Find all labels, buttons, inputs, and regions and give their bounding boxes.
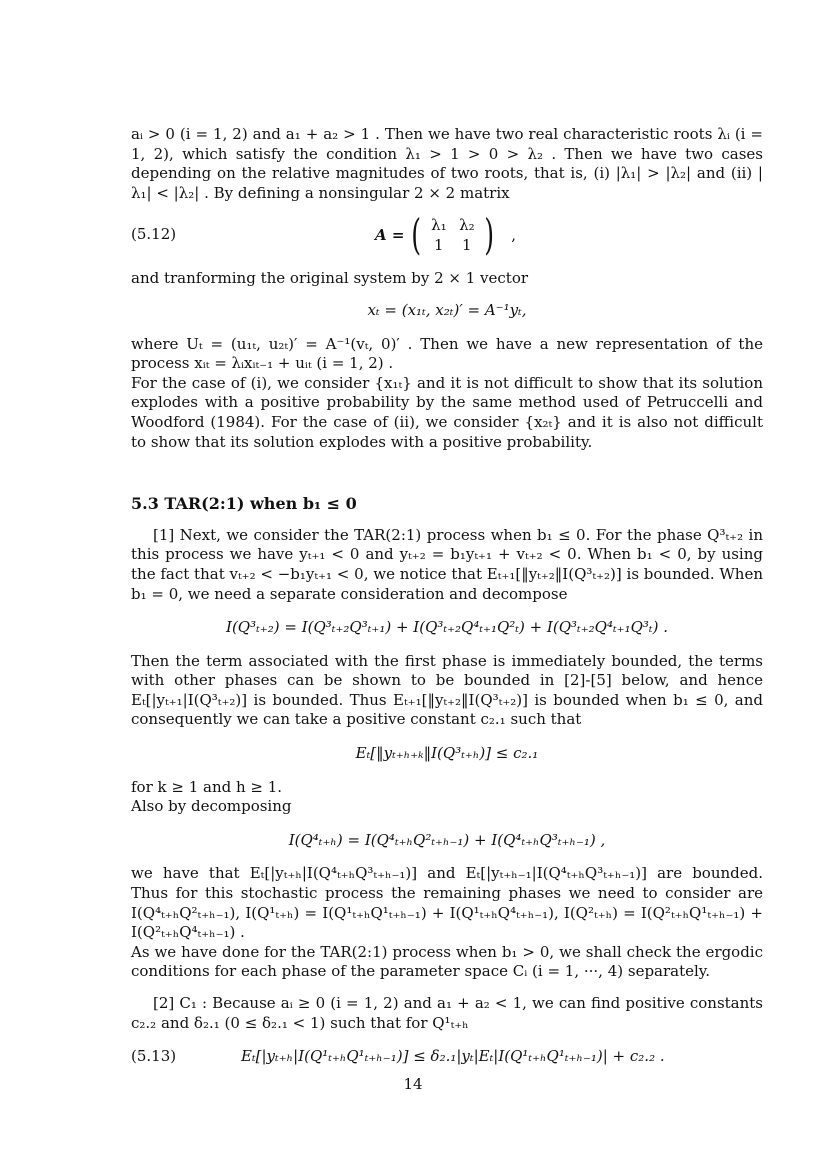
paragraph: Then the term associated with the first phase is immediately bounded, the terms with other phases can be shown to be bounded in [2]-[5] below, and hence Eₜ[|yₜ₊₁|I(Q³ₜ₊₂)] is bounded. Thus Eₜ₊₁[‖yₜ₊₂‖I(Q³ₜ₊₂)] is bounded when b₁ ≤ 0, and consequently we can take a positive constant c₂.₁ such that	[131, 651, 763, 729]
matrix-cell: 1	[462, 236, 472, 255]
equation-number: (5.12)	[131, 225, 177, 244]
equation: I(Q³ₜ₊₂) = I(Q³ₜ₊₂Q³ₜ₊₁) + I(Q³ₜ₊₂Q⁴ₜ₊₁Q²ₜ) + I(Q³ₜ₊₂Q⁴ₜ₊₁Q³ₜ) .	[226, 618, 668, 637]
equation: I(Q⁴ₜ₊ₕ) = I(Q⁴ₜ₊ₕQ²ₜ₊ₕ₋₁) + I(Q⁴ₜ₊ₕQ³ₜ₊ₕ₋₁) ,	[288, 830, 606, 849]
equation-tail: ,	[511, 225, 516, 244]
equation-lhs: A =	[375, 225, 405, 244]
paragraph: for k ≥ 1 and h ≥ 1.	[131, 777, 283, 796]
left-paren-glyph: (	[411, 210, 422, 260]
equation-5-12	[131, 209, 763, 261]
right-paren-glyph: )	[484, 210, 494, 260]
paragraph: and tranforming the original system by 2 × 1 vector	[131, 269, 529, 288]
matrix-cell: λ₂	[459, 216, 475, 235]
paragraph: [1] Next, we consider the TAR(2:1) process when b₁ ≤ 0. For the phase Q³ₜ₊₂ in this process we have yₜ₊₁ < 0 and yₜ₊₂ = b₁yₜ₊₁ + vₜ₊₂ < 0. When b₁ < 0, by using the fact that vₜ₊₂ < −b₁yₜ₊₁ < 0, we notice that Eₜ₊₁[‖yₜ₊₂‖I(Q³ₜ₊₂)] is bounded. When b₁ = 0, we need a separate consideration and decompose	[131, 525, 763, 603]
equation-5-13	[131, 1045, 763, 1069]
equation-body: Eₜ[|yₜ₊ₕ|I(Q¹ₜ₊ₕQ¹ₜ₊ₕ₋₁)] ≤ δ₂.₁|yₜ|Eₜ|I(Q¹ₜ₊ₕQ¹ₜ₊ₕ₋₁)| + c₂.₂ .	[241, 1047, 665, 1066]
equation: xₜ = (x₁ₜ, x₂ₜ)′ = A⁻¹yₜ,	[367, 300, 527, 319]
paragraph: As we have done for the TAR(2:1) process when b₁ > 0, we shall check the ergodic conditions for each phase of the parameter space Cᵢ (i = 1, ···, 4) separately.	[131, 942, 763, 981]
section-heading: 5.3 TAR(2:1) when b₁ ≤ 0	[131, 494, 357, 514]
paragraph: Also by decomposing	[131, 797, 292, 816]
matrix-cell: 1	[434, 236, 444, 255]
paragraph: we have that Eₜ[|yₜ₊ₕ|I(Q⁴ₜ₊ₕQ³ₜ₊ₕ₋₁)] and Eₜ[|yₜ₊ₕ₋₁|I(Q⁴ₜ₊ₕQ³ₜ₊ₕ₋₁)] are bounded. Thus for this stochastic process the remaining phases we need to consider are I(Q⁴ₜ₊ₕQ²ₜ₊ₕ₋₁), I(Q¹ₜ₊ₕ) = I(Q¹ₜ₊ₕQ¹ₜ₊ₕ₋₁) + I(Q¹ₜ₊ₕQ⁴ₜ₊ₕ₋₁), I(Q²ₜ₊ₕ) = I(Q²ₜ₊ₕQ¹ₜ₊ₕ₋₁) + I(Q²ₜ₊ₕQ⁴ₜ₊ₕ₋₁) .	[131, 864, 763, 942]
matrix	[408, 210, 497, 260]
equation: Eₜ[‖yₜ₊ₕ₊ₖ‖I(Q³ₜ₊ₕ)] ≤ c₂.₁	[355, 744, 539, 763]
paragraph: [2] C₁ : Because aᵢ ≥ 0 (i = 1, 2) and a₁ + a₂ < 1, we can find positive constants c₂.₂ and δ₂.₁ (0 ≤ δ₂.₁ < 1) such that for Q¹ₜ₊ₕ	[131, 994, 763, 1032]
matrix-cell: λ₁	[431, 216, 447, 235]
paragraph: For the case of (i), we consider {x₁ₜ} and it is not difficult to show that its solution explodes with a positive probability by the same method used of Petruccelli and Woodford (1984). For the case of (ii), we consider {x₂ₜ} and it is also not difficult to show that its solution explodes with a positive probability.	[131, 373, 763, 451]
page-number: 14	[403, 1075, 423, 1093]
paragraph: where Uₜ = (u₁ₜ, u₂ₜ)′ = A⁻¹(vₜ, 0)′ . Then we have a new representation of the process xᵢₜ = λᵢxᵢₜ₋₁ + uᵢₜ (i = 1, 2) .	[131, 334, 763, 373]
paragraph: aᵢ > 0 (i = 1, 2) and a₁ + a₂ > 1 . Then we have two real characteristic roots λᵢ (i = 1, 2), which satisfy the condition λ₁ > 1 > 0 > λ₂ . Then we have two cases depending on the relative magnitudes of two roots, that is, (i) |λ₁| > |λ₂| and (ii) |λ₁| < |λ₂| . By defining a nonsingular 2 × 2 matrix	[131, 125, 763, 202]
equation-number: (5.13)	[131, 1047, 177, 1066]
page-body	[131, 125, 763, 1069]
